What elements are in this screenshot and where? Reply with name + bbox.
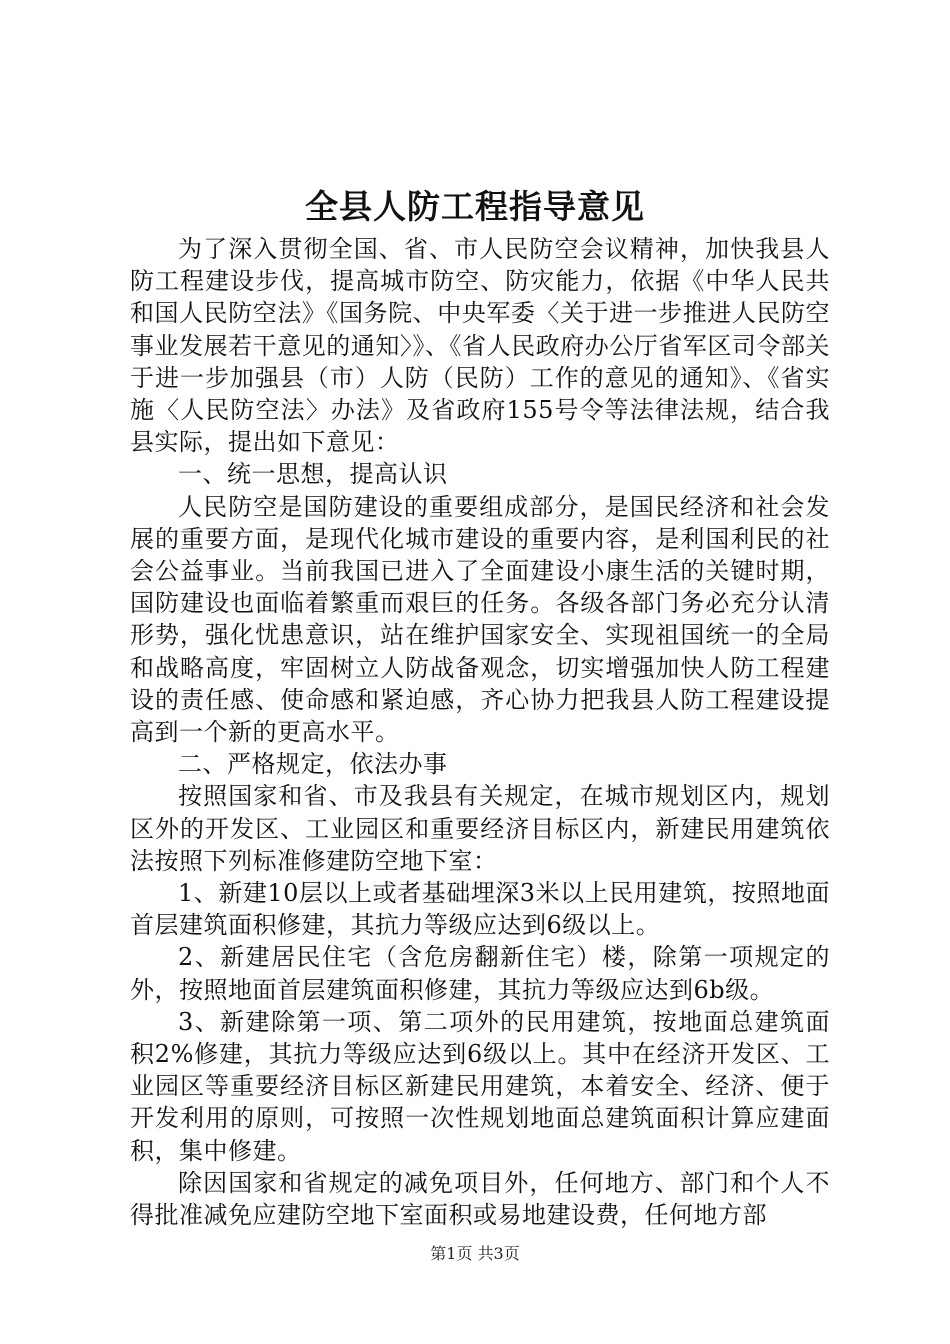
document-body (130, 233, 830, 1231)
section-heading-2: 二、严格规定，依法办事 (178, 750, 448, 779)
list-item-1: 1、新建10层以上或者基础埋深3米以上民用建筑，按照地面首层建筑面积修建，其抗力等级应达到6级以上。 (130, 879, 830, 940)
paragraph-section-2: 按照国家和省、市及我县有关规定，在城市规划区内，规划区外的开发区、工业园区和重要经济目标区内，新建民用建筑依法按照下列标准修建防空地下室： (130, 782, 830, 875)
list-item-2: 2、新建居民住宅（含危房翻新住宅）楼，除第一项规定的外，按照地面首层建筑面积修建，其抗力等级应达到6b级。 (130, 943, 830, 1004)
list-item-3: 3、新建除第一项、第二项外的民用建筑，按地面总建筑面积2%修建，其抗力等级应达到6级以上。其中在经济开发区、工业园区等重要经济目标区新建民用建筑，本着安全、经济、便于开发利用的原则，可按照一次性规划地面总建筑面积计算应建面积，集中修建。 (130, 1007, 830, 1165)
paragraph-section-1: 人民防空是国防建设的重要组成部分，是国民经济和社会发展的重要方面，是现代化城市建设的重要内容，是利国利民的社会公益事业。当前我国已进入了全面建设小康生活的关键时期，国防建设也面临着繁重而艰巨的任务。各级各部门务必充分认清形势，强化忧患意识，站在维护国家安全、实现祖国统一的全局和战略高度，牢固树立人防战备观念，切实增强加快人防工程建设的责任感、使命感和紧迫感，齐心协力把我县人防工程建设提高到一个新的更高水平。 (130, 492, 830, 747)
page-footer: 第1页 共3页 (430, 1244, 520, 1263)
paragraph-exemption: 除因国家和省规定的减免项目外，任何地方、部门和个人不得批准减免应建防空地下室面积或易地建设费，任何地方部 (130, 1168, 830, 1230)
section-heading-1: 一、统一思想，提高认识 (178, 460, 448, 489)
document-title: 全县人防工程指导意见 (305, 187, 645, 226)
paragraph-intro: 为了深入贯彻全国、省、市人民防空会议精神，加快我县人防工程建设步伐，提高城市防空、防灾能力，依据《中华人民共和国人民防空法》《国务院、中央军委〈关于进一步推进人民防空事业发展若干意见的通知〉》、《省人民政府办公厅省军区司令部关于进一步加强县（市）人防（民防）工作的意见的通知》、《省实施〈人民防空法〉办法》及省政府155号令等法律法规，结合我县实际，提出如下意见： (130, 235, 830, 457)
